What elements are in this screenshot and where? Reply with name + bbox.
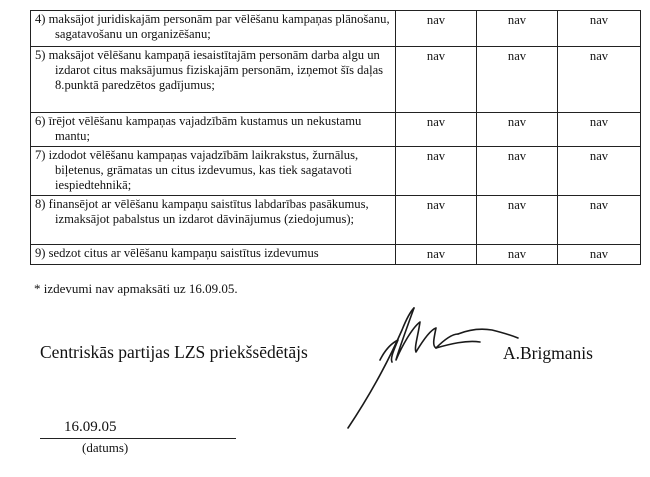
row-value-2: nav [477, 47, 558, 113]
signer-role: Centriskās partijas LZS priekšsēdētājs [40, 342, 308, 362]
row-value-1: nav [396, 113, 477, 147]
row-value-1: nav [396, 245, 477, 265]
table-row [31, 245, 641, 265]
table-row [31, 113, 641, 147]
table-row [31, 196, 641, 245]
row-value-3: nav [558, 113, 641, 147]
row-value-2: nav [477, 11, 558, 47]
date-value: 16.09.05 [64, 419, 117, 435]
handwritten-signature [340, 300, 530, 440]
row-value-1: nav [396, 147, 477, 196]
row-value-1: nav [396, 47, 477, 113]
row-value-3: nav [558, 245, 641, 265]
row-value-2: nav [477, 196, 558, 245]
row-value-3: nav [558, 47, 641, 113]
row-description: 4) maksājot juridiskajām personām par vēlēšanu kampaņas plānošanu, sagatavošanu un organizēšanu; [31, 11, 396, 47]
row-value-2: nav [477, 147, 558, 196]
row-description: 9) sedzot citus ar vēlēšanu kampaņu saistītus izdevumus [31, 245, 396, 265]
expenses-table [30, 10, 641, 265]
row-description: 7) izdodot vēlēšanu kampaņas vajadzībām laikrakstus, žurnālus, biļetenus, grāmatas un citus izdevumus, kas tiek sagatavoti iespiedtehnikā; [31, 147, 396, 196]
table-row [31, 11, 641, 47]
table-row [31, 47, 641, 113]
row-description: 8) finansējot ar vēlēšanu kampaņu saistītus labdarības pasākumus, izmaksājot pabalstus un izdarot dāvinājumus (ziedojumus); [31, 196, 396, 245]
row-value-3: nav [558, 196, 641, 245]
table-row [31, 147, 641, 196]
row-value-3: nav [558, 147, 641, 196]
date-caption: (datums) [82, 440, 129, 455]
row-value-2: nav [477, 113, 558, 147]
footnote: * izdevumi nav apmaksāti uz 16.09.05. [34, 281, 238, 296]
row-value-1: nav [396, 11, 477, 47]
row-description: 5) maksājot vēlēšanu kampaņā iesaistītajām personām darba algu un izdarot citus maksājumus fiziskajām personām, izņemot šīs daļas 8.punktā paredzētos gadījumus; [31, 47, 396, 113]
row-value-2: nav [477, 245, 558, 265]
row-description: 6) īrējot vēlēšanu kampaņas vajadzībām kustamus un nekustamu mantu; [31, 113, 396, 147]
row-value-3: nav [558, 11, 641, 47]
date-underline [40, 438, 236, 439]
row-value-1: nav [396, 196, 477, 245]
signer-name: A.Brigmanis [503, 343, 593, 363]
